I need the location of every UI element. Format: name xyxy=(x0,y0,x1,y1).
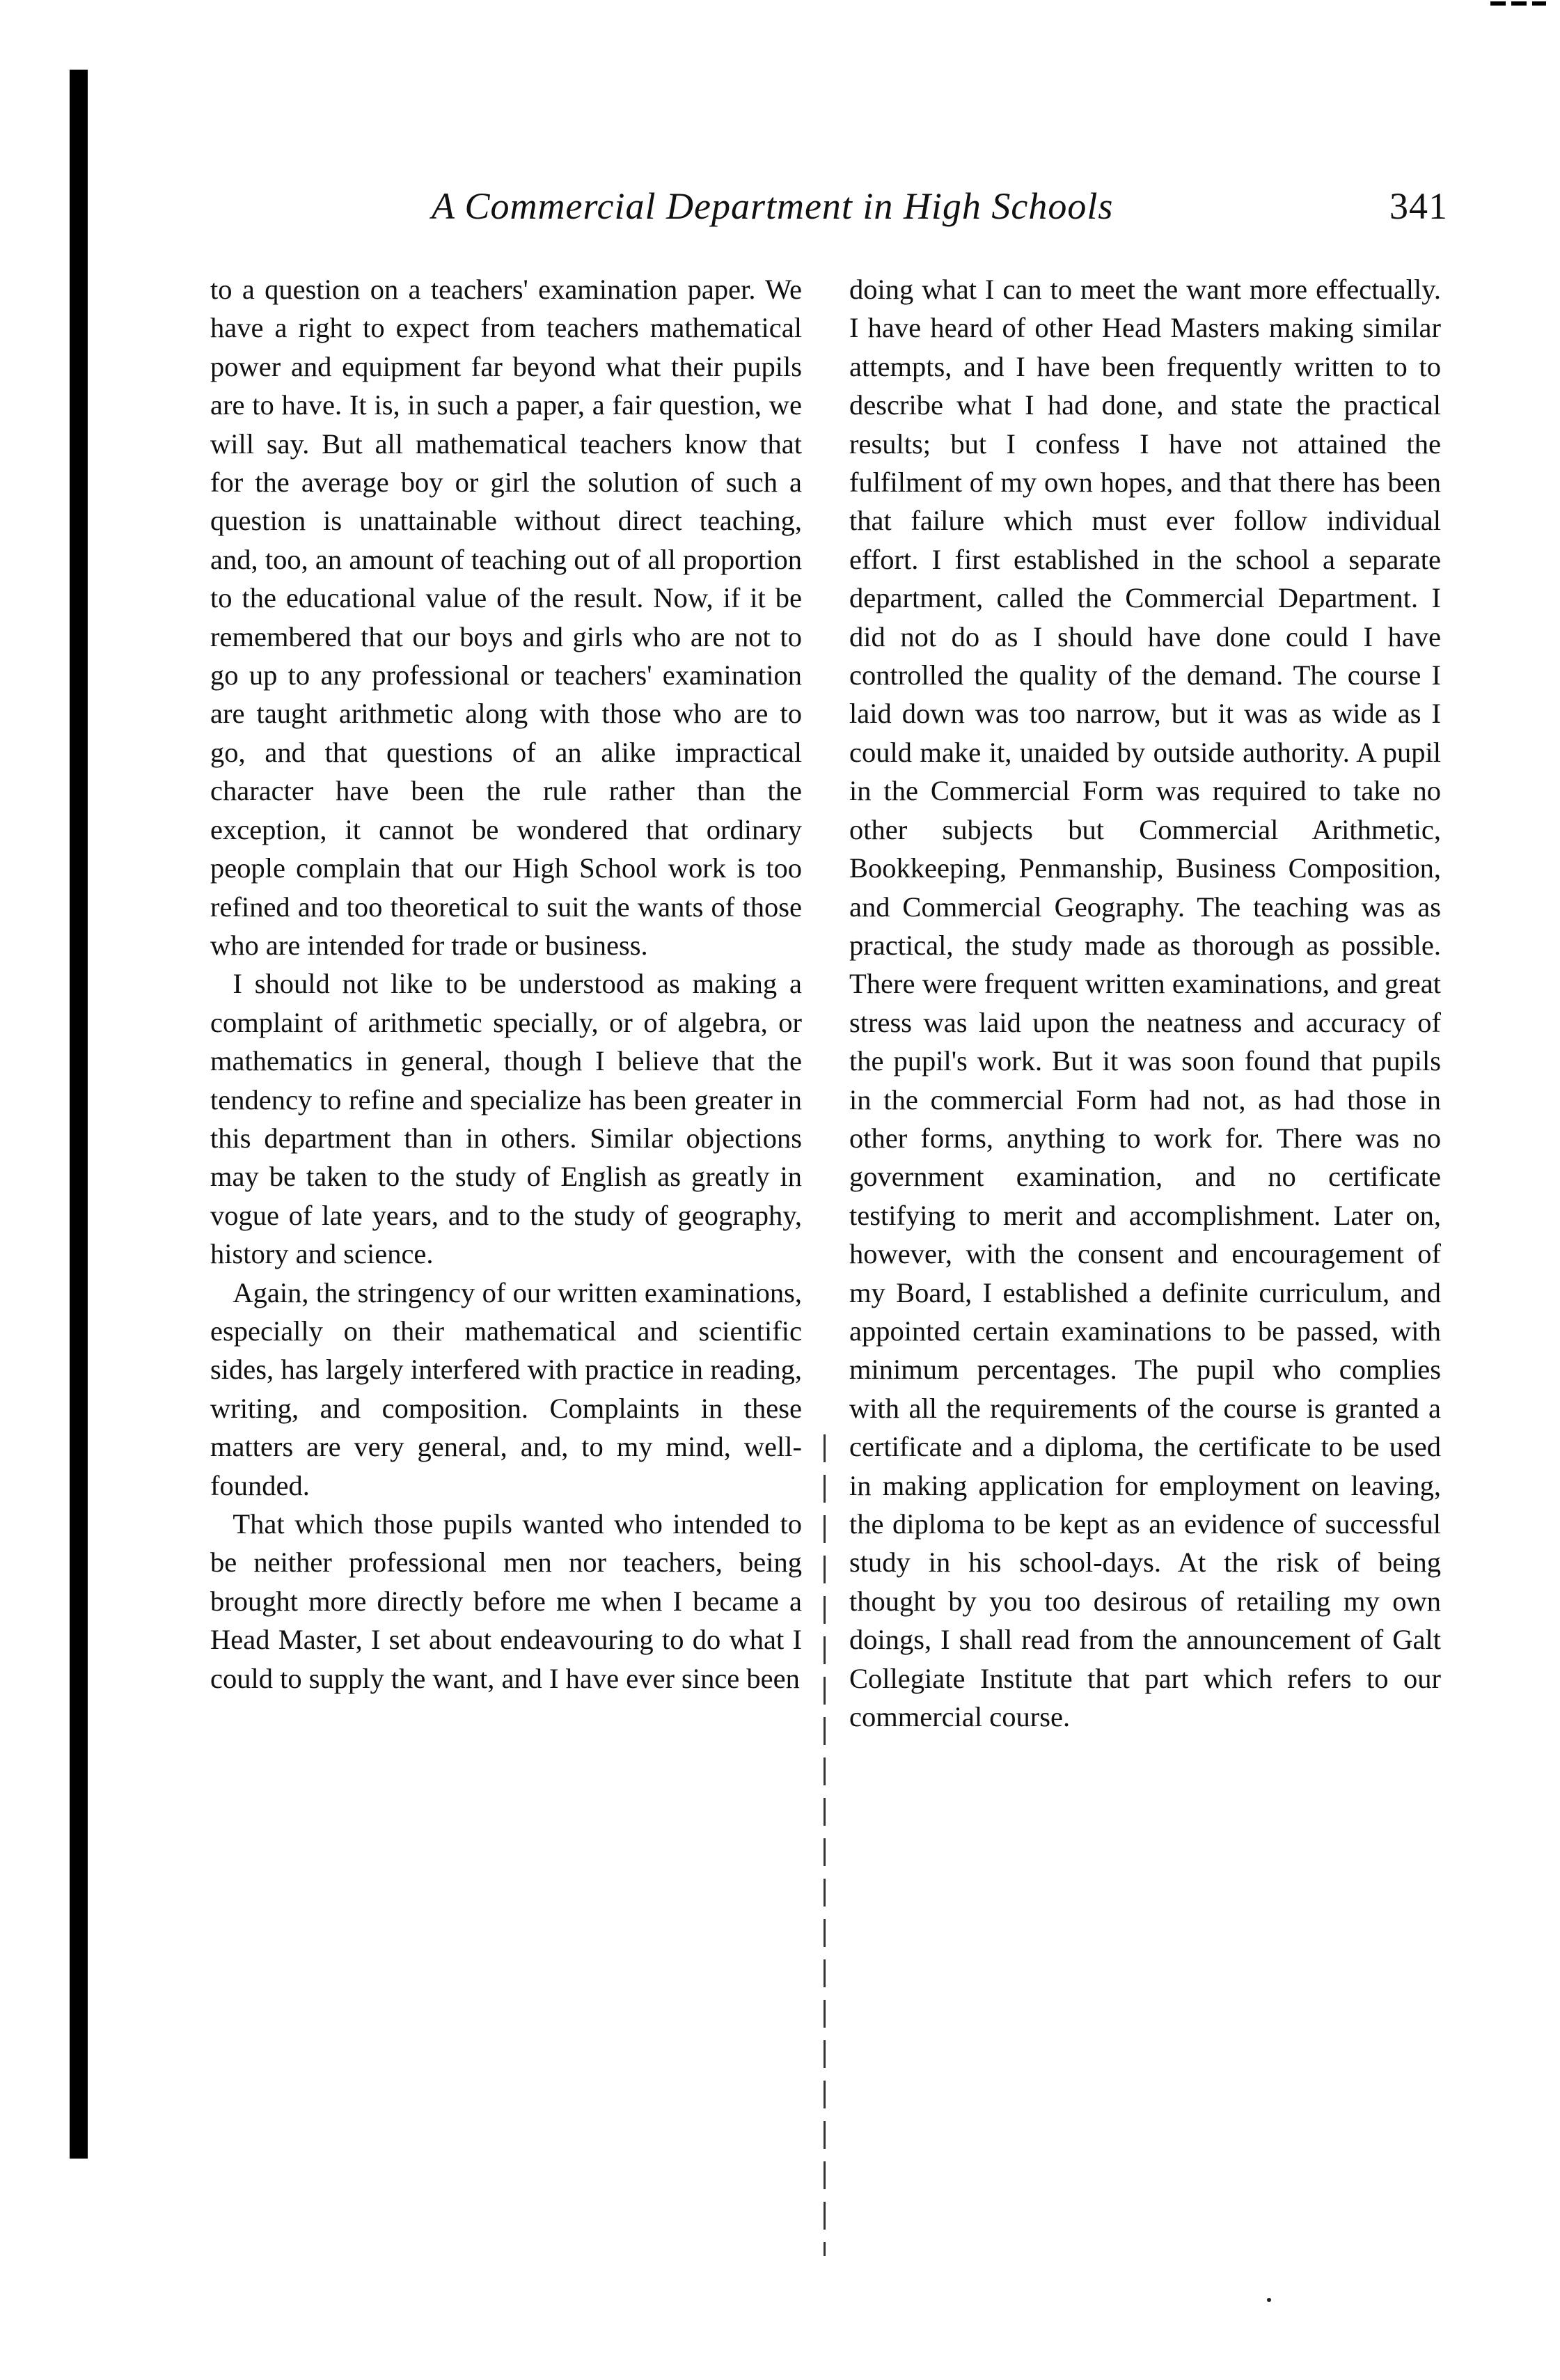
scan-edge-bar xyxy=(70,70,88,2159)
column-rule xyxy=(824,1434,826,2256)
right-column xyxy=(849,270,1441,1736)
page-number: 341 xyxy=(1389,185,1448,227)
paragraph: doing what I can to meet the want more effectually. I have heard of other Head Masters making similar attempts, and I have been frequently written to to describe what I had done, and state the practical results; but I confess I have not attained the fulfilment of my own hopes, and that there has been that failure which must ever follow individual effort. I first established in the school a separate department, called the Commercial Department. I did not do as I should have done could I have controlled the quality of the demand. The course I laid down was too narrow, but it was as wide as I could make it, unaided by outside authority. A pupil in the Commercial Form was required to take no other subjects but Commercial Arithmetic, Bookkeeping, Penmanship, Business Composition, and Commercial Geography. The teaching was as practical, the study made as thorough as possible. There were frequent written examinations, and great stress was laid upon the neatness and accuracy of the pupil's work. But it was soon found that pupils in the commercial Form had not, as had those in other forms, anything to work for. There was no government examination, and no certificate testifying to merit and accomplishment. Later on, however, with the consent and encouragement of my Board, I established a definite curriculum, and appointed certain examinations to be passed, with minimum percentages. The pupil who complies with all the requirements of the course is granted a certificate and a diploma, the certificate to be used in making application for employment on leaving, the diploma to be kept as an evidence of successful study in his school-days. At the risk of being thought by you too desirous of retailing my own doings, I shall read from the announcement of Galt Collegiate Institute that part which refers to our commercial course. xyxy=(849,274,1441,1733)
paragraph: to a question on a teachers' examination paper. We have a right to expect from teachers mathematical power and equipment far beyond what their pupils are to have. It is, in such a paper, a fair question, we will say. But all mathematical teachers know that for the average boy or girl the solution of such a question is unattainable without direct teaching, and, too, an amount of teaching out of all proportion to the educational value of the result. Now, if it be remembered that our boys and girls who are not to go up to any professional or teachers' examination are taught arithmetic along with those who are to go, and that questions of an alike impractical character have been the rule rather than the exception, it cannot be wondered that ordinary people complain that our High School work is too refined and too theoretical to suit the wants of those who are intended for trade or business. xyxy=(210,274,802,961)
left-column xyxy=(210,270,802,1698)
scan-corner-mark xyxy=(1490,1,1546,6)
scan-speck xyxy=(1267,2298,1271,2302)
running-head-title: A Commercial Department in High Schools xyxy=(432,185,1114,227)
paragraph: Again, the stringency of our written examinations, especially on their mathematical and scientific sides, has largely interfered with practice in reading, writing, and composition. Complaints in these matters are very general, and, to my mind, well-founded. xyxy=(210,1276,802,1501)
paragraph: I should not like to be understood as making a complaint of arithmetic specially, or of algebra, or mathematics in general, though I believe that the tendency to refine and specialize has been greater in this department than in others. Similar objections may be taken to the study of English as greatly in vogue of late years, and to the study of geography, history and science. xyxy=(210,968,802,1270)
running-head xyxy=(432,185,1448,233)
paragraph: That which those pupils wanted who intended to be neither professional men nor teachers, being brought more directly before me when I became a Head Master, I set about endeavouring to do what I could to supply the want, and I have ever since been xyxy=(210,1508,802,1694)
